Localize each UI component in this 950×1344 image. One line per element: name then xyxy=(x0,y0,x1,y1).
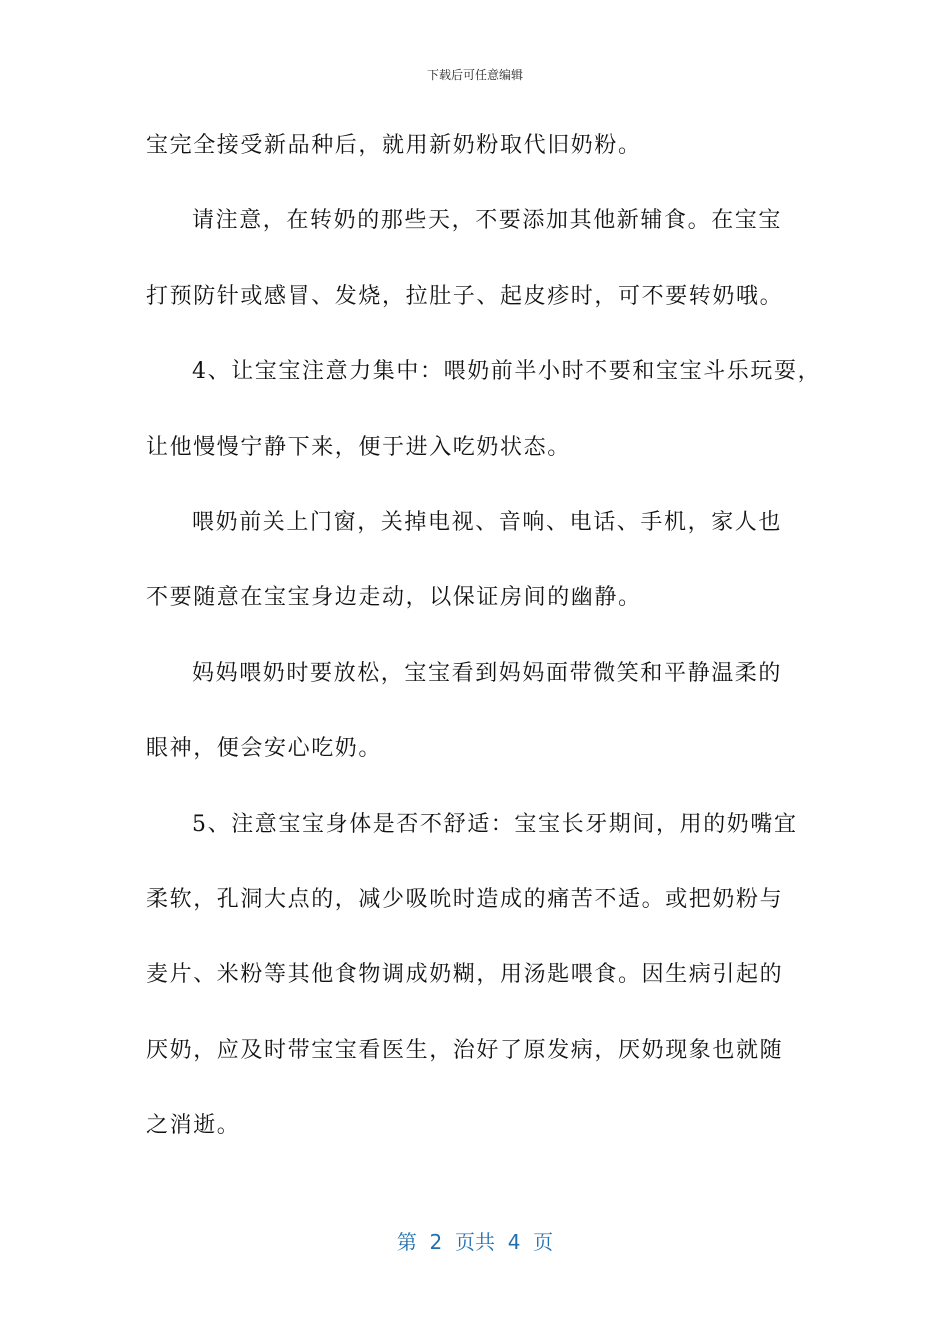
body-line: 请注意，在转奶的那些天，不要添加其他新辅食。在宝宝 xyxy=(192,208,783,234)
body-line: 4、让宝宝注意力集中：喂奶前半小时不要和宝宝斗乐玩耍， xyxy=(192,359,822,385)
body-line: 打预防针或感冒、发烧，拉肚子、起皮疹时，可不要转奶哦。 xyxy=(146,283,784,309)
page-header-note: 下载后可任意编辑 xyxy=(426,68,523,82)
body-line: 5、注意宝宝身体是否不舒适：宝宝长牙期间，用的奶嘴宜 xyxy=(192,811,798,837)
body-line: 让他慢慢宁静下来，便于进入吃奶状态。 xyxy=(146,434,571,460)
body-line: 眼神，便会安心吃奶。 xyxy=(146,736,383,762)
body-line: 柔软，孔洞大点的，减少吸吮时造成的痛苦不适。或把奶粉与 xyxy=(146,886,784,912)
body-line: 厌奶，应及时带宝宝看医生，治好了原发病，厌奶现象也就随 xyxy=(146,1037,784,1063)
body-line: 宝完全接受新品种后，就用新奶粉取代旧奶粉。 xyxy=(146,133,642,158)
body-line: 不要随意在宝宝身边走动，以保证房间的幽静。 xyxy=(146,585,642,611)
body-line: 之消逝。 xyxy=(146,1113,241,1139)
body-line: 妈妈喂奶时要放松，宝宝看到妈妈面带微笑和平静温柔的 xyxy=(192,660,783,686)
body-line: 喂奶前关上门窗，关掉电视、音响、电话、手机，家人也 xyxy=(192,509,783,535)
body-line: 麦片、米粉等其他食物调成奶糊，用汤匙喂食。因生病引起的 xyxy=(146,962,784,988)
document-body xyxy=(146,128,822,1183)
page-number-footer: 第 2 页共 4 页 xyxy=(396,1230,554,1254)
